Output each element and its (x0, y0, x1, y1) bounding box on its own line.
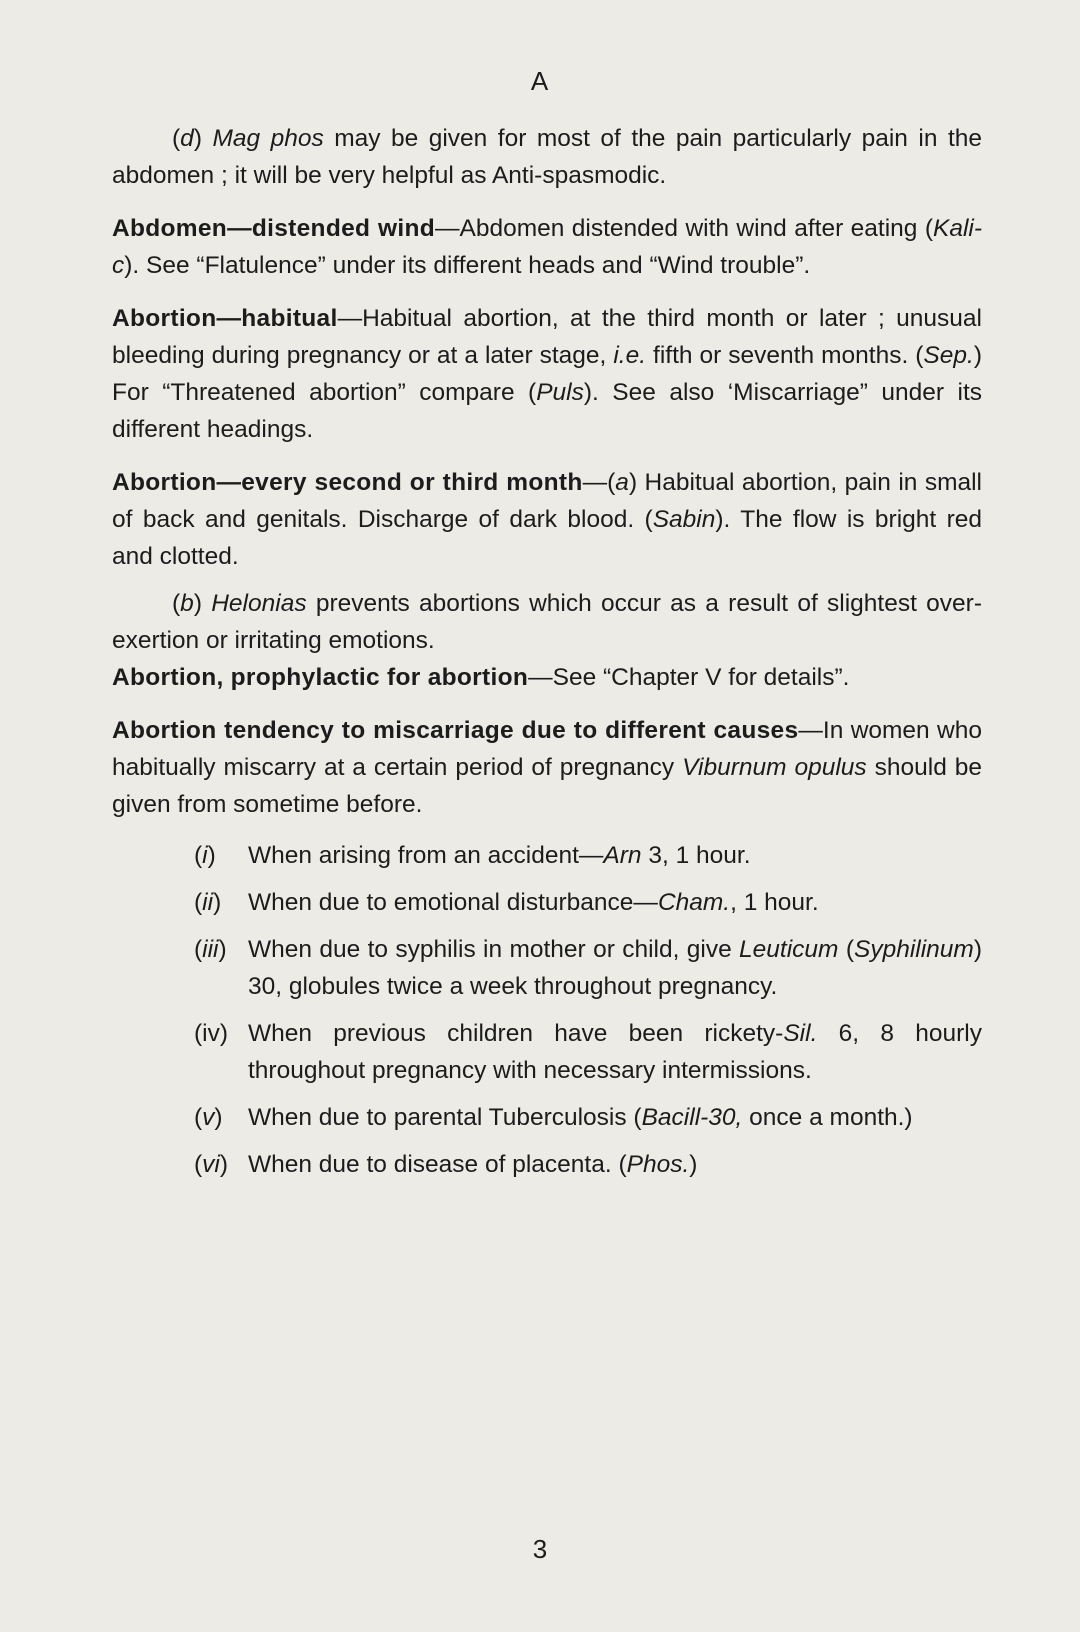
entry-abortion-second-third-month (112, 464, 982, 575)
entry-term: Abdomen—distended wind (112, 215, 435, 242)
entry-term: Abortion—habitual (112, 305, 338, 332)
sub-item-marker: (ii) (194, 889, 222, 916)
entry-paragraph-helonias: (b) Helonias prevents abortions which occur as a result of slightest over-exertion or irritating emotions. (112, 590, 982, 654)
sub-item (194, 931, 982, 1005)
sub-item (194, 837, 982, 874)
sub-item-text: When previous children have been rickety-Sil. 6, 8 hourly throughout pregnancy with necessary intermissions. (248, 1020, 982, 1084)
entry-paragraph: (d) Mag phos may be given for most of the pain particularly pain in the abdomen ; it will be very helpful as Anti-spasmodic. (112, 125, 982, 189)
sub-item-marker: (i) (194, 842, 216, 869)
entry-abortion-tendency (112, 712, 982, 823)
entry-term: Abortion—every second or third month (112, 469, 583, 496)
entry-abortion-prophylactic (112, 659, 982, 696)
sub-item-marker: (vi) (194, 1151, 229, 1178)
entry-body: —(a) Habitual abortion, pain in small of back and genitals. Discharge of dark blood. (Sabin). The flow is bright red and clotted. (112, 469, 982, 570)
entry-body: —In women who habitually miscarry at a certain period of pregnancy Viburnum opulus should be given from sometime before. (112, 717, 983, 818)
entry-body: —Abdomen distended with wind after eating (Kali-c). See “Flatulence” under its different heads and “Wind trouble”. (112, 215, 982, 279)
page-content (112, 120, 982, 1193)
entry-body: —Habitual abortion, at the third month or later ; unusual bleeding during pregnancy or at a later stage, i.e. fifth or seventh months. (Sep.) For “Threatened abortion” compare (Puls). See also ‘Miscarriage” under its different headings. (112, 305, 983, 443)
entry-term: Abortion tendency to miscarriage due to different causes (112, 717, 799, 744)
sub-item (194, 884, 982, 921)
sub-item-text: When due to syphilis in mother or child, give Leuticum (Syphilinum) 30, globules twice a week throughout pregnancy. (248, 936, 982, 1000)
sub-item-text: When due to disease of placenta. (Phos.) (248, 1151, 698, 1178)
sub-item-marker: (iii) (194, 936, 227, 963)
sub-item-marker: (v) (194, 1104, 223, 1131)
sub-item-marker: (iv) (194, 1020, 229, 1047)
sub-item-text: When due to emotional disturbance—Cham., 1 hour. (248, 889, 819, 916)
section-letter-header: A (530, 66, 550, 96)
entry-term: Abortion, prophylactic for abortion (112, 664, 529, 691)
page-number: 3 (532, 1534, 548, 1564)
entry-abdomen-distended-wind (112, 210, 982, 284)
sub-item (194, 1099, 982, 1136)
entry-abortion-habitual (112, 300, 982, 448)
sub-item-text: When arising from an accident—Arn 3, 1 hour. (248, 842, 751, 869)
sub-item (194, 1146, 982, 1183)
sub-item (194, 1015, 982, 1089)
sub-item-text: When due to parental Tuberculosis (Bacill-30, once a month.) (248, 1104, 913, 1131)
entry-body: —See “Chapter V for details”. (528, 664, 850, 691)
